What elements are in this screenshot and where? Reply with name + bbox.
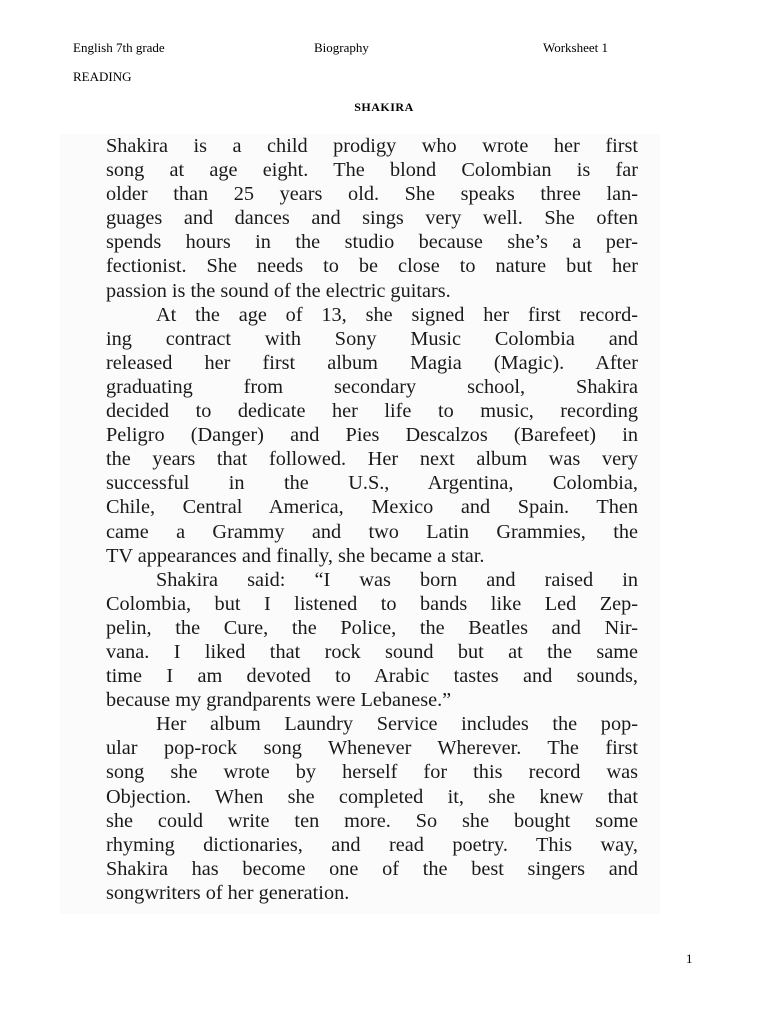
passage-line: rhyming dictionaries, and read poetry. This way, (106, 833, 638, 856)
passage-line: fectionist. She needs to be close to nature but her (106, 255, 638, 278)
passage-line: vana. I liked that rock sound but at the same (106, 640, 638, 663)
passage-line: successful in the U.S., Argentina, Colombia, (106, 472, 638, 495)
passage-line: song at age eight. The blond Colombian is far (106, 159, 638, 182)
section-label: READING (73, 69, 132, 84)
passage-line: she could write ten more. So she bought some (106, 809, 638, 832)
passage-line: older than 25 years old. She speaks three lan- (106, 183, 638, 206)
passage-line: the years that followed. Her next album was very (106, 448, 638, 471)
passage-line: graduating from secondary school, Shakira (106, 375, 638, 398)
passage-line: time I am devoted to Arabic tastes and sounds, (106, 665, 638, 688)
page-title: SHAKIRA (354, 100, 414, 114)
passage-scan (60, 134, 660, 914)
passage-line: because my grandparents were Lebanese.” (106, 689, 452, 712)
passage-line: ing contract with Sony Music Colombia and (106, 327, 638, 350)
passage-line: passion is the sound of the electric guitars. (106, 279, 451, 302)
header-right: Worksheet 1 (543, 40, 609, 55)
passage-line: Colombia, but I listened to bands like Led Zep- (106, 592, 638, 615)
passage-line: Objection. When she completed it, she knew that (106, 785, 638, 808)
passage-line: Shakira has become one of the best singers and (106, 857, 638, 880)
passage-line: Chile, Central America, Mexico and Spain. Then (106, 496, 638, 519)
passage-line: pelin, the Cure, the Police, the Beatles and Nir- (106, 616, 638, 639)
passage-line: guages and dances and sings very well. She often (106, 207, 638, 230)
passage-line: songwriters of her generation. (106, 881, 350, 904)
passage-text (106, 134, 638, 905)
passage-line: ular pop-rock song Whenever Wherever. The first (106, 737, 638, 760)
passage-line: Shakira said: “I was born and raised in (156, 568, 638, 591)
passage-line: Her album Laundry Service includes the pop- (156, 713, 638, 736)
page-number: 1 (686, 951, 693, 966)
header-center: Biography (314, 40, 369, 55)
passage-line: TV appearances and finally, she became a star. (106, 544, 485, 567)
passage-line: decided to dedicate her life to music, recording (106, 400, 638, 423)
header-left: English 7th grade (73, 40, 165, 55)
passage-line: Peligro (Danger) and Pies Descalzos (Barefeet) in (106, 424, 638, 447)
passage-line: Shakira is a child prodigy who wrote her first (106, 135, 638, 157)
passage-line: At the age of 13, she signed her first record- (156, 303, 638, 326)
passage-line: song she wrote by herself for this record was (106, 761, 638, 784)
passage-line: released her first album Magia (Magic). After (106, 351, 638, 374)
passage-line: spends hours in the studio because she’s a per- (106, 231, 638, 254)
passage-line: came a Grammy and two Latin Grammies, the (106, 520, 638, 543)
